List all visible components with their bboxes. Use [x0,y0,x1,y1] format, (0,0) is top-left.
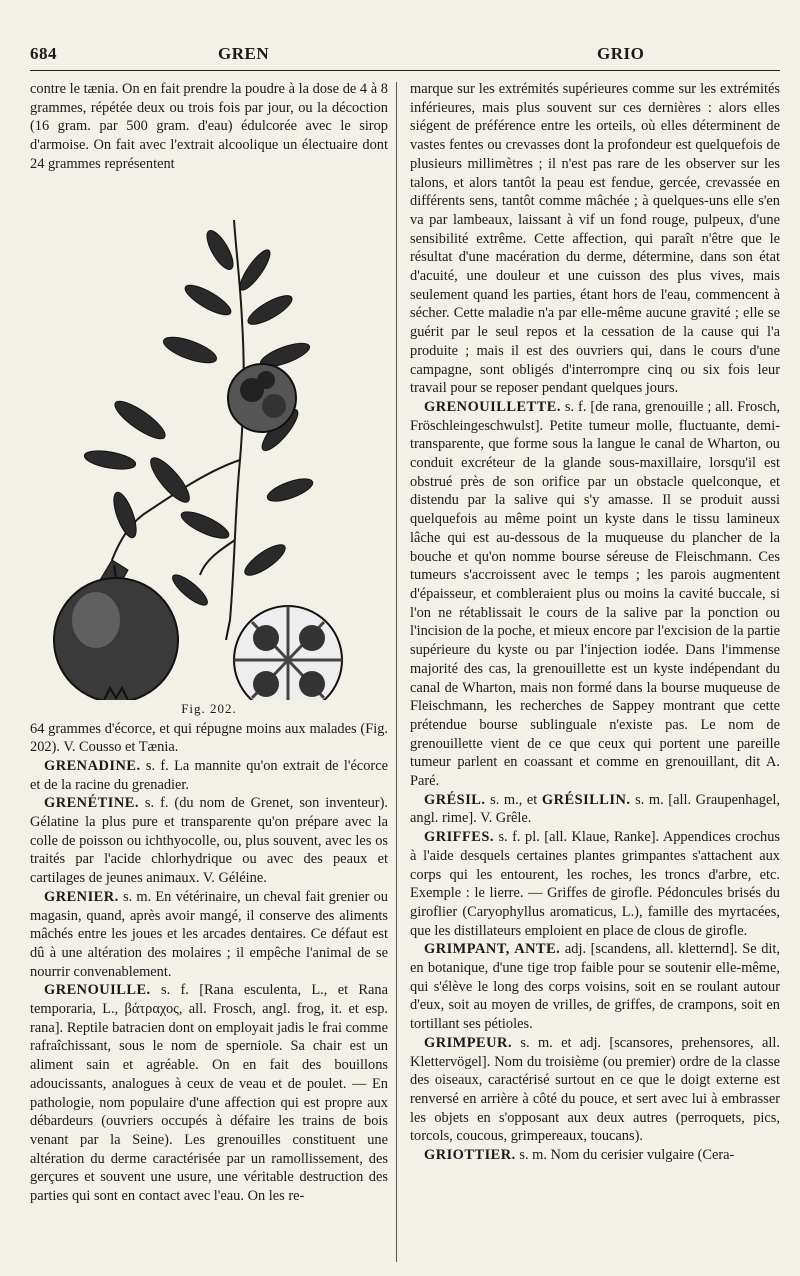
header-rule [30,70,780,71]
paragraph-grenouille-cont: marque sur les extrémités supérieures comme sur les extrémités inférieures, mais plus souvent sur ces dernières : alors elles siégent de préférence entre les orteils, où elles déterminent de vastes fentes ou crevasses dont la profondeur est quelquefois de plusieurs millimètres ; il n'est pas rare de les observer sur les talons, et alors tantôt la peau est fendue, gercée, crevassée en différents sens, tantôt comme mâchée ; à quelques-uns elle s'en va par lambeaux, laissant à vif un fond rouge, pulpeux, d'une sensibilité extrême. Cette affection, qui paraît n'être que le résultat d'une macération du derme, détermine, dans son état d'acuité, une douleur et une cuisson des plus vives, mais seulement quand les parties, étant hors de l'eau, commencent à sécher. Cette maladie n'a par elle-même aucune gravité ; elle se guérit par le seul repos et la cessation de la cause qui l'a produite ; mais il est des ouvriers qui, dans le cours d'une campagne, sont obligés d'interrompre cinq ou six fois leur travail pour se reposer pendant quelques jours. [410,81,780,397]
entry-griffes: GRIFFES. s. f. pl. [all. Klaue, Ranke]. Appendices crochus à l'aide desquels certaines plantes grimpantes s'attachent aux corps qui les entourent, les roches, les troncs d'arbre, etc. Exemple : le lierre. — Griffes de girofle. Pédoncules brisés du giroflier (Caryophyllus aromaticus, L.), famille des myrtacées, que les distillateurs emploient en place de clous de girofle. [410,829,780,939]
entry-grimpeur: GRIMPEUR. s. m. et adj. [scansores, prehensores, all. Klettervögel]. Nom du troisième (ou premier) ordre de la classe des oiseaux, caractérisé surtout en ce que le doigt externe est renversé en arrière à côté du pouce, et sert avec lui à embrasser les objets en s'opposant aux deux autres (perroquets, pics, torcols, coucous, grimpereaux, toucans). [410,1034,780,1145]
entry-grenetine: GRENÉTINE. s. f. (du nom de Grenet, son inventeur). Gélatine la plus pure et transparente qu'on prépare avec la colle de poisson ou ichthyocolle, ou, plus souvent, avec les os traités par l'acide chlorhydrique ou avec des peaux et cartilages de jeunes animaux. V. Géléine. [30,795,388,887]
paragraph-taenia-end: contre le tænia. On en fait prendre la poudre à la dose de 4 à 8 grammes, répétée deux ou trois fois par jour, ou la décoction (16 gram. par 500 gram. d'eau) édulcorée avec le sirop d'armoise. On fait avec l'extrait alcoolique un électuaire dont 24 grammes représentent [30,81,388,172]
headword: GRENOUILLE. [44,982,151,999]
left-column [30,80,388,1206]
entry-grimpant: GRIMPANT, ANTE. adj. [scandens, all. kletternd]. Se dit, en botanique, d'une tige trop faible pour se soutenir elle-même, qui s'élève le long des corps voisins, soit en se roulant autour d'eux, soit au moyen de vrilles, de griffes, de crampons, soit en tortillant ses pétioles. [410,941,780,1033]
page-number: 684 [30,44,57,63]
headword: GRIOTTIER. [424,1147,516,1164]
headword: GRIFFES. [424,829,494,846]
running-header [30,44,778,70]
pomegranate-engraving [30,180,388,700]
pomegranate-flower [228,364,296,432]
figure-pomegranate [30,180,388,720]
entry-grenouille: GRENOUILLE. s. f. [Rana esculenta, L., et Rana temporaria, L., βάτραχος, all. Frosch, angl. frog, it. et esp. rana]. Reptile batracien dont on employait jadis le frai comme rafraîchissant, sous le nom de sperniole. Sa chair est un aliment sain et agréable. On en fait des bouillons adoucissants, analogues à ceux de veau et de poulet. — En pathologie, nom populaire d'une affection qui est propre aux débardeurs (ouvriers occupés à défaire les trains de bois venant par la Seine). Les grenouilles constituent une altération du derme caractérisée par un ramollissement, des gerçures et souvent une usure, une véritable destruction des parties qui sont en contact avec l'eau. On les re- [30,982,388,1205]
headword: GRIMPEUR. [424,1034,513,1051]
entry-grenadine: GRENADINE. s. f. La mannite qu'on extrait de l'écorce et de la racine du grenadier. [30,757,388,793]
cut-fruit [234,606,342,700]
headword: GRIMPANT, ANTE. [424,941,561,958]
paragraph-ecorce: 64 grammes d'écorce, et qui répugne moins aux malades (Fig. 202). V. Cousso et Tænia. [30,720,388,756]
entry-grenier: GRENIER. s. m. En vétérinaire, un cheval fait grenier ou magasin, quand, après avoir mangé, il conserve des aliments mâchés entre les joues et les arcades dentaires. Ce défaut est dû à une altération des molaires ; il empêche l'animal de se nourrir convenablement. [30,888,388,980]
entry-griottier: GRIOTTIER. s. m. Nom du cerisier vulgaire (Cera- [424,1147,735,1164]
right-running-head: GRIO [597,44,645,63]
headword: GRÉSIL. [424,791,486,808]
entry-gresil: GRÉSIL. s. m., et GRÉSILLIN. s. m. [all. Graupenhagel, angl. rime]. V. Grêle. [410,791,780,827]
headword: GRENADINE. [44,757,141,774]
entry-grenouillette: GRENOUILLETTE. s. f. [de rana, grenouille ; all. Frosch, Fröschleingeschwulst]. Petite tumeur molle, fluctuante, demi-transparente, que forme sous la langue le canal de Wharton, ou conduit excréteur de la glande sous-maxillaire, lorsqu'il est obstrué près de son orifice par un obstacle quelconque, et distendu par la salive qui s'y amasse. Il se produit aussi quelquefois au même point un kyste dans le tissu lamineux lâche qui est au-dessous de la muqueuse du plancher de la bouche et qu'on nomme bourse séreuse de Fleischmann. Ces tumeurs s'accroissent avec le temps ; les parois augmentent d'épaisseur, et combleraient plus ou moins la cavité buccale, si l'on ne rétablissait le cours de la salive par la ponction ou l'incision de la poche, et mieux encore par l'excision de la partie supérieure du kyste ou par l'injection iodée. Dans l'immense majorité des cas, la grenouillette est un kyste indépendant du canal de Wharton, mais non formé dans la bourse muqueuse de Fleischmann, les recherches de Sappey montrant que cette prétendue bourse sublinguale n'existe pas. Le nom de grenouillette vient de ce que ceux qui portent une pareille tumeur parlent en coassant et comme en grenouillant, dit A. Paré. [410,398,780,790]
right-column [410,80,780,1165]
headword: GRENÉTINE. [44,795,139,812]
headword: GRÉSILLIN. [541,791,631,808]
headword: GRENOUILLETTE. [424,398,561,415]
figure-caption: Fig. 202. [181,700,237,716]
whole-fruit [54,565,178,700]
headword: GRENIER. [44,888,119,905]
left-running-head: GREN [218,44,270,63]
column-divider [396,82,397,1262]
